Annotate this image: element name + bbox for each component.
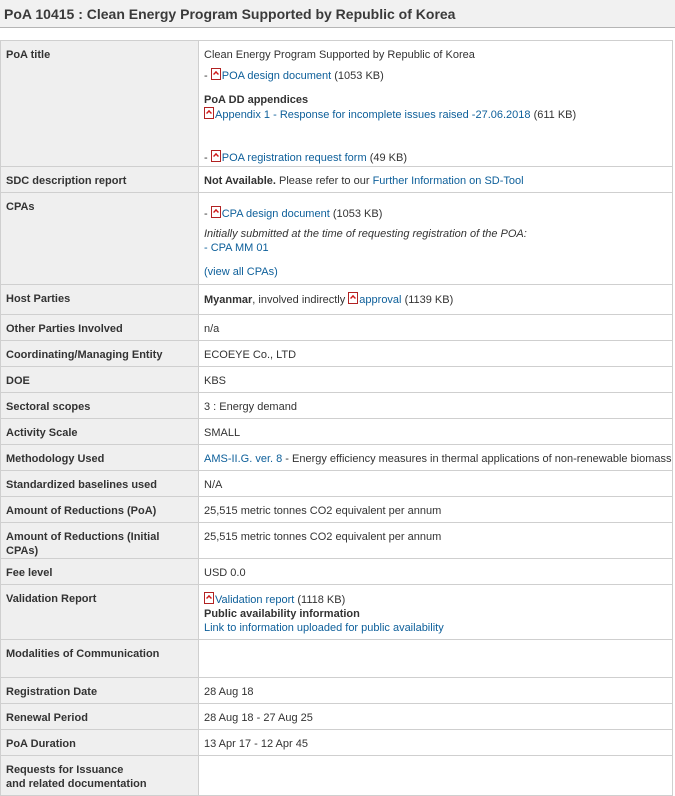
- row-coordinating: [1, 341, 673, 367]
- cpa-mm-01-link[interactable]: - CPA MM 01: [204, 242, 269, 254]
- row-reductions-cpa: [1, 523, 673, 559]
- pdf-icon: [211, 68, 221, 80]
- value-issuance: [199, 756, 673, 796]
- value-doe: KBS: [199, 367, 673, 393]
- row-poa-title: [1, 41, 673, 167]
- row-methodology: [1, 445, 673, 471]
- row-fee: [1, 559, 673, 585]
- label-sdc: SDC description report: [1, 167, 199, 193]
- value-poa-title: [199, 41, 673, 167]
- pdf-icon: [204, 107, 214, 119]
- value-registration: 28 Aug 18: [199, 678, 673, 704]
- value-host-parties: [199, 285, 673, 315]
- row-activity-scale: [1, 419, 673, 445]
- row-baselines: [1, 471, 673, 497]
- label-methodology: Methodology Used: [1, 445, 199, 471]
- row-modalities: [1, 640, 673, 678]
- value-baselines: N/A: [199, 471, 673, 497]
- appendix-1-link[interactable]: Appendix 1 - Response for incomplete issues raised -27.06.2018: [215, 109, 531, 121]
- row-other-parties: [1, 315, 673, 341]
- poa-title-text: Clean Energy Program Supported by Republic of Korea: [204, 49, 475, 61]
- appendix-line: [204, 107, 667, 122]
- label-cpas: CPAs: [1, 193, 199, 285]
- label-baselines: Standardized baselines used: [1, 471, 199, 497]
- value-coordinating: ECOEYE Co., LTD: [199, 341, 673, 367]
- label-reductions-cpa: Amount of Reductions (Initial CPAs): [1, 523, 199, 559]
- row-host-parties: [1, 285, 673, 315]
- public-availability-heading: Public availability information: [204, 608, 360, 620]
- validation-report-size: (1118 KB): [297, 594, 346, 606]
- sdc-text: Please refer to our: [279, 175, 370, 187]
- appendix-1-size: (611 KB): [533, 109, 577, 121]
- approval-link[interactable]: approval: [359, 294, 402, 306]
- cpa-design-doc-line: - CPA design document (1053 KB): [204, 208, 383, 220]
- value-sectoral: 3 : Energy demand: [199, 393, 673, 419]
- label-doe: DOE: [1, 367, 199, 393]
- label-renewal: Renewal Period: [1, 704, 199, 730]
- poa-registration-request-size: (49 KB): [369, 152, 407, 164]
- value-renewal: 28 Aug 18 - 27 Aug 25: [199, 704, 673, 730]
- public-availability-link[interactable]: Link to information uploaded for public availability: [204, 622, 444, 634]
- pdf-icon: [211, 150, 221, 162]
- validation-report-line: [204, 592, 667, 607]
- approval-size: (1139 KB): [404, 294, 454, 306]
- label-activity-scale: Activity Scale: [1, 419, 199, 445]
- row-cpas: [1, 193, 673, 285]
- row-sdc: [1, 167, 673, 193]
- value-fee: USD 0.0: [199, 559, 673, 585]
- cpa-note: Initially submitted at the time of requesting registration of the POA:: [204, 228, 527, 240]
- poa-registration-line: - POA registration request form (49 KB): [204, 152, 407, 164]
- value-reductions-poa: 25,515 metric tonnes CO2 equivalent per annum: [199, 497, 673, 523]
- poa-design-document-size: (1053 KB): [334, 70, 384, 82]
- row-registration: [1, 678, 673, 704]
- label-issuance: Requests for Issuance and related documentation: [1, 756, 199, 796]
- sd-tool-link[interactable]: Further Information on SD-Tool: [372, 175, 524, 187]
- label-reductions-poa: Amount of Reductions (PoA): [1, 497, 199, 523]
- label-modalities: Modalities of Communication: [1, 640, 199, 678]
- value-activity-scale: SMALL: [199, 419, 673, 445]
- page-title: PoA 10415 : Clean Energy Program Supported by Republic of Korea: [0, 0, 675, 28]
- view-all-cpas-link[interactable]: (view all CPAs): [204, 266, 278, 278]
- host-country: Myanmar: [204, 294, 253, 306]
- methodology-link[interactable]: AMS-II.G. ver. 8: [204, 453, 283, 465]
- label-validation: Validation Report: [1, 585, 199, 640]
- poa-dd-appendices-heading: PoA DD appendices: [204, 94, 309, 106]
- label-host-parties: Host Parties: [1, 285, 199, 315]
- label-duration: PoA Duration: [1, 730, 199, 756]
- row-issuance: [1, 756, 673, 796]
- value-duration: 13 Apr 17 - 12 Apr 45: [199, 730, 673, 756]
- label-coordinating: Coordinating/Managing Entity: [1, 341, 199, 367]
- label-fee: Fee level: [1, 559, 199, 585]
- value-reductions-cpa: 25,515 metric tonnes CO2 equivalent per annum: [199, 523, 673, 559]
- cpa-design-document-link[interactable]: CPA design document: [221, 208, 330, 220]
- value-sdc: [199, 167, 673, 193]
- row-reductions-poa: [1, 497, 673, 523]
- row-validation: [1, 585, 673, 640]
- host-involvement: , involved indirectly: [252, 294, 346, 306]
- value-modalities: [199, 640, 673, 678]
- label-sectoral: Sectoral scopes: [1, 393, 199, 419]
- row-duration: [1, 730, 673, 756]
- row-doe: [1, 367, 673, 393]
- pdf-icon: [348, 292, 358, 304]
- label-other-parties: Other Parties Involved: [1, 315, 199, 341]
- poa-design-document-link[interactable]: POA design document: [221, 70, 332, 82]
- value-validation: [199, 585, 673, 640]
- validation-report-link[interactable]: Validation report: [215, 594, 295, 606]
- pdf-icon: [204, 592, 214, 604]
- value-other-parties: n/a: [199, 315, 673, 341]
- sdc-status: Not Available.: [204, 175, 276, 187]
- row-sectoral: [1, 393, 673, 419]
- cpa-design-document-size: (1053 KB): [332, 208, 383, 220]
- row-renewal: [1, 704, 673, 730]
- value-methodology: [199, 445, 673, 471]
- poa-info-table: [0, 40, 673, 796]
- poa-registration-request-link[interactable]: POA registration request form: [221, 152, 367, 164]
- label-registration: Registration Date: [1, 678, 199, 704]
- poa-design-doc-line: - POA design document (1053 KB): [204, 70, 384, 82]
- methodology-description: - Energy efficiency measures in thermal applications of non-renewable biomass: [282, 453, 672, 465]
- value-cpas: [199, 193, 673, 285]
- pdf-icon: [211, 206, 221, 218]
- label-poa-title: PoA title: [1, 41, 199, 167]
